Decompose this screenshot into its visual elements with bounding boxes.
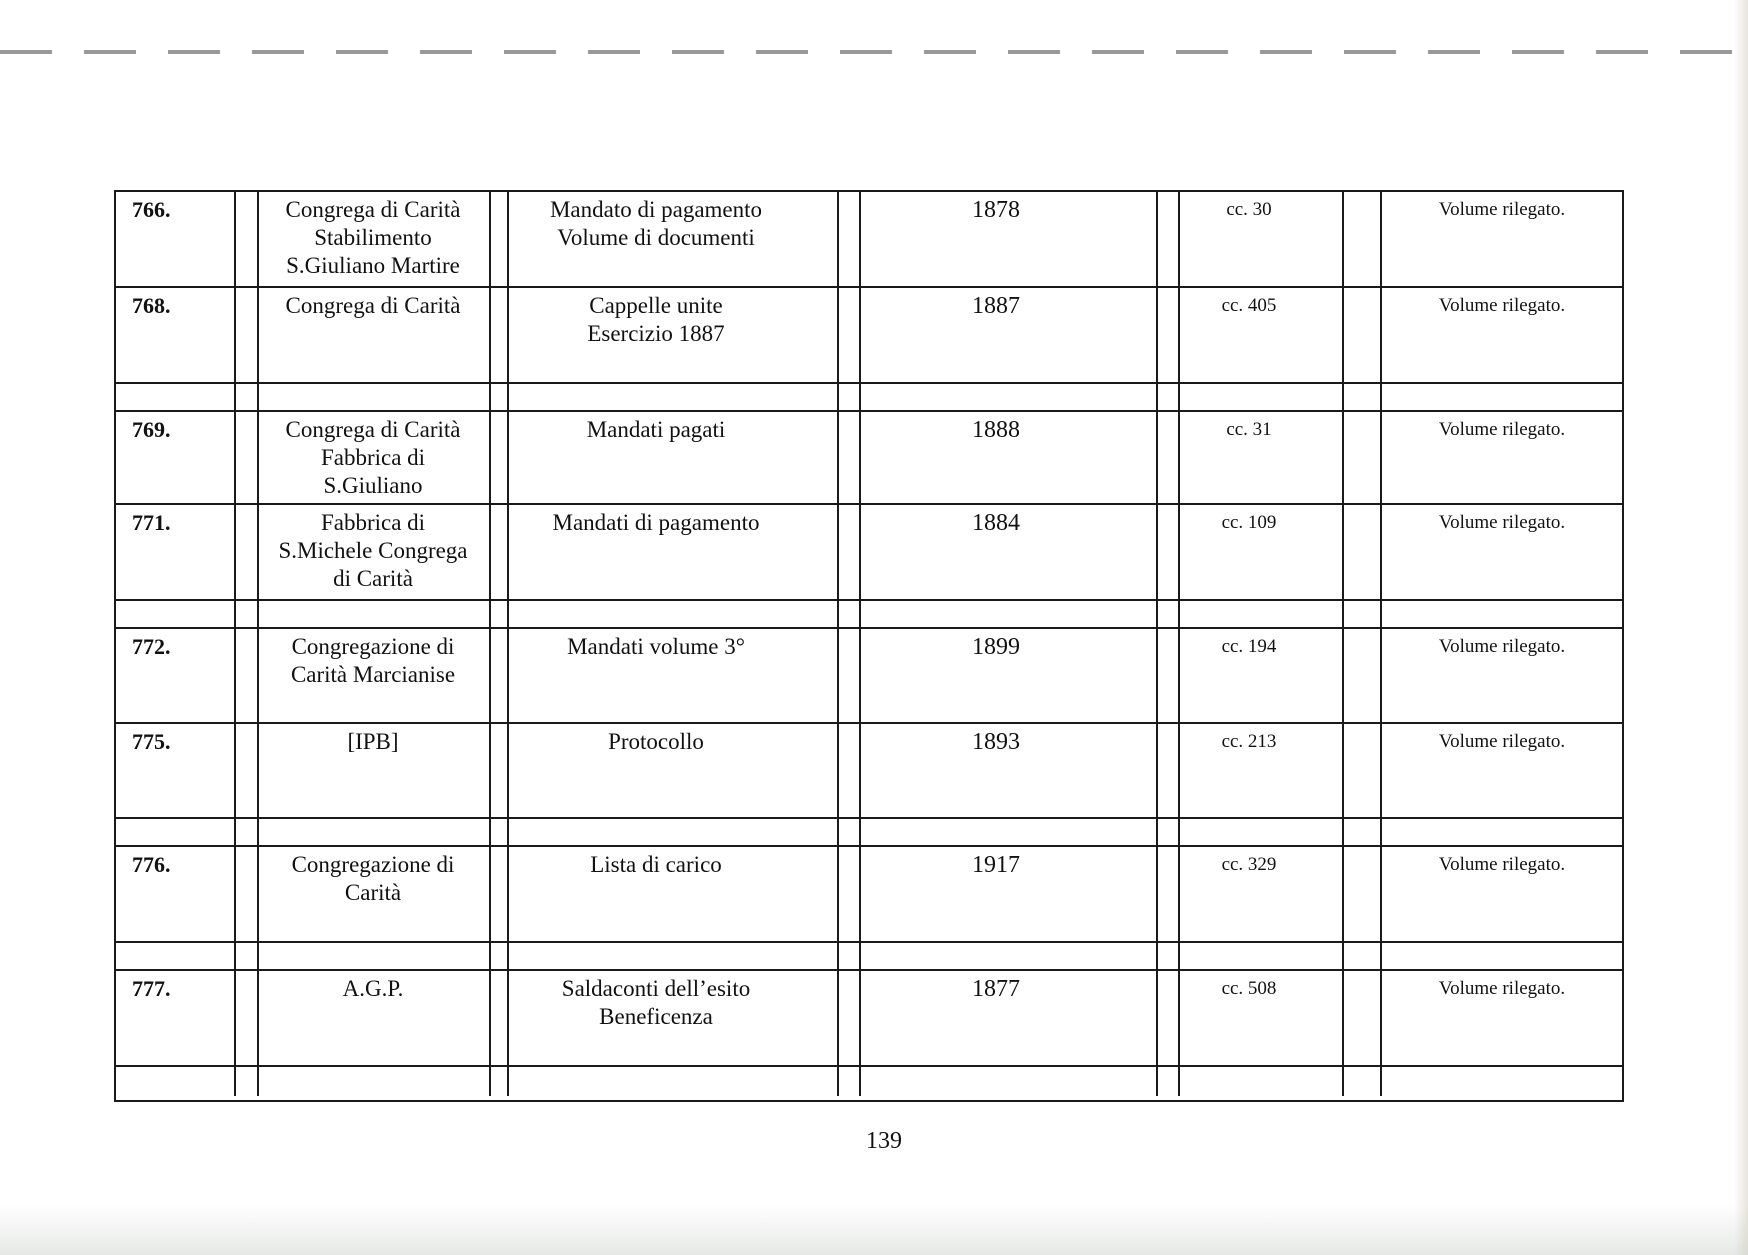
entry-pages: cc. 194 bbox=[1221, 636, 1277, 657]
entry-notes: Volume rilegato. bbox=[1438, 419, 1566, 440]
entry-year: 1899 bbox=[972, 634, 1020, 660]
column-divider bbox=[1156, 384, 1158, 410]
entry-year: 1878 bbox=[972, 197, 1020, 223]
column-divider bbox=[507, 943, 509, 969]
column-divider bbox=[257, 943, 259, 969]
column-divider bbox=[507, 192, 509, 286]
column-divider bbox=[1342, 819, 1344, 845]
column-divider bbox=[257, 1067, 259, 1096]
entry-year: 1877 bbox=[972, 976, 1020, 1002]
column-divider bbox=[1156, 629, 1158, 722]
entry-pages: cc. 31 bbox=[1226, 419, 1272, 440]
entry-notes: Volume rilegato. bbox=[1438, 512, 1566, 533]
column-divider bbox=[489, 288, 491, 382]
table-row bbox=[116, 412, 1622, 505]
column-divider bbox=[507, 724, 509, 817]
entry-pages: cc. 109 bbox=[1221, 512, 1277, 533]
entry-number: 766. bbox=[132, 197, 171, 222]
column-divider bbox=[489, 971, 491, 1065]
column-divider bbox=[507, 1067, 509, 1096]
blank-separator-row bbox=[116, 943, 1622, 971]
page-number: 139 bbox=[866, 1128, 902, 1154]
column-divider bbox=[1178, 505, 1180, 599]
column-divider bbox=[1342, 288, 1344, 382]
column-divider bbox=[489, 629, 491, 722]
entry-number: 775. bbox=[132, 729, 171, 754]
column-divider bbox=[1156, 412, 1158, 503]
column-divider bbox=[257, 601, 259, 627]
column-divider bbox=[507, 629, 509, 722]
entry-year: 1893 bbox=[972, 729, 1020, 755]
column-divider bbox=[1178, 192, 1180, 286]
entry-notes: Volume rilegato. bbox=[1438, 854, 1566, 875]
entry-pages: cc. 508 bbox=[1221, 978, 1277, 999]
column-divider bbox=[489, 601, 491, 627]
column-divider bbox=[507, 601, 509, 627]
column-divider bbox=[234, 724, 236, 817]
entry-year: 1917 bbox=[972, 852, 1020, 878]
entry-pages: cc. 329 bbox=[1221, 854, 1277, 875]
column-divider bbox=[1178, 724, 1180, 817]
column-divider bbox=[1178, 412, 1180, 503]
column-divider bbox=[234, 819, 236, 845]
column-divider bbox=[1156, 943, 1158, 969]
entry-subject: Mandati di pagamento bbox=[552, 510, 760, 535]
entry-institution: A.G.P. bbox=[342, 976, 404, 1001]
column-divider bbox=[1342, 384, 1344, 410]
column-divider bbox=[837, 1067, 839, 1096]
column-divider bbox=[859, 601, 861, 627]
column-divider bbox=[257, 971, 259, 1065]
entry-pages: cc. 405 bbox=[1221, 295, 1277, 316]
column-divider bbox=[489, 192, 491, 286]
column-divider bbox=[234, 1067, 236, 1096]
column-divider bbox=[234, 601, 236, 627]
column-divider bbox=[1178, 943, 1180, 969]
column-divider bbox=[1156, 288, 1158, 382]
column-divider bbox=[1156, 601, 1158, 627]
entry-number: 769. bbox=[132, 417, 171, 442]
column-divider bbox=[1156, 819, 1158, 845]
entry-notes: Volume rilegato. bbox=[1438, 636, 1566, 657]
entry-institution: [IPB] bbox=[347, 729, 399, 754]
column-divider bbox=[257, 505, 259, 599]
scan-bottom-shadow bbox=[0, 1205, 1748, 1255]
blank-separator-row bbox=[116, 819, 1622, 847]
column-divider bbox=[489, 412, 491, 503]
column-divider bbox=[837, 629, 839, 722]
column-divider bbox=[1156, 1067, 1158, 1096]
table-rows bbox=[116, 192, 1622, 1100]
column-divider bbox=[1342, 505, 1344, 599]
column-divider bbox=[489, 847, 491, 941]
table-row bbox=[116, 724, 1622, 819]
column-divider bbox=[859, 819, 861, 845]
column-divider bbox=[1380, 601, 1382, 627]
column-divider bbox=[257, 412, 259, 503]
entry-subject: Cappelle unite Esercizio 1887 bbox=[587, 293, 725, 346]
column-divider bbox=[257, 384, 259, 410]
entry-subject: Mandati pagati bbox=[586, 417, 726, 442]
column-divider bbox=[1178, 384, 1180, 410]
entry-notes: Volume rilegato. bbox=[1438, 731, 1566, 752]
column-divider bbox=[1342, 971, 1344, 1065]
column-divider bbox=[234, 847, 236, 941]
column-divider bbox=[1178, 601, 1180, 627]
scan-edge-shadow bbox=[1734, 0, 1748, 1255]
column-divider bbox=[837, 412, 839, 503]
column-divider bbox=[1156, 847, 1158, 941]
column-divider bbox=[507, 819, 509, 845]
blank-separator-row bbox=[116, 384, 1622, 412]
column-divider bbox=[507, 505, 509, 599]
scan-dashed-line bbox=[0, 50, 1748, 54]
blank-separator-row bbox=[116, 601, 1622, 629]
entry-notes: Volume rilegato. bbox=[1438, 978, 1566, 999]
table-row bbox=[116, 192, 1622, 288]
column-divider bbox=[507, 384, 509, 410]
column-divider bbox=[234, 505, 236, 599]
entry-institution: Congrega di Carità Stabilimento S.Giuliano Martire bbox=[285, 197, 461, 278]
column-divider bbox=[1380, 1067, 1382, 1096]
column-divider bbox=[234, 412, 236, 503]
column-divider bbox=[1380, 819, 1382, 845]
entry-pages: cc. 30 bbox=[1226, 199, 1272, 220]
blank-separator-row bbox=[116, 1067, 1622, 1096]
column-divider bbox=[507, 412, 509, 503]
column-divider bbox=[837, 819, 839, 845]
entry-number: 768. bbox=[132, 293, 171, 318]
column-divider bbox=[234, 629, 236, 722]
column-divider bbox=[257, 847, 259, 941]
entry-year: 1884 bbox=[972, 510, 1020, 536]
column-divider bbox=[837, 724, 839, 817]
column-divider bbox=[489, 505, 491, 599]
entry-institution: Congrega di Carità bbox=[285, 293, 461, 318]
column-divider bbox=[234, 192, 236, 286]
column-divider bbox=[257, 629, 259, 722]
column-divider bbox=[1178, 819, 1180, 845]
column-divider bbox=[1342, 412, 1344, 503]
column-divider bbox=[1156, 192, 1158, 286]
table-row bbox=[116, 288, 1622, 384]
column-divider bbox=[837, 943, 839, 969]
entry-year: 1888 bbox=[972, 417, 1020, 443]
column-divider bbox=[1342, 192, 1344, 286]
entry-institution: Congregazione di Carità bbox=[291, 852, 455, 905]
column-divider bbox=[489, 1067, 491, 1096]
column-divider bbox=[1178, 288, 1180, 382]
column-divider bbox=[1178, 1067, 1180, 1096]
entry-subject: Mandato di pagamento Volume di documenti bbox=[549, 197, 763, 250]
column-divider bbox=[1178, 847, 1180, 941]
column-divider bbox=[1342, 724, 1344, 817]
column-divider bbox=[234, 384, 236, 410]
column-divider bbox=[1156, 505, 1158, 599]
column-divider bbox=[837, 601, 839, 627]
entry-institution: Fabbrica di S.Michele Congrega di Carità bbox=[278, 510, 468, 591]
column-divider bbox=[489, 819, 491, 845]
entry-subject: Mandati volume 3° bbox=[567, 634, 745, 659]
column-divider bbox=[257, 288, 259, 382]
column-divider bbox=[489, 724, 491, 817]
column-divider bbox=[489, 384, 491, 410]
inventory-table bbox=[114, 190, 1624, 1102]
column-divider bbox=[837, 847, 839, 941]
column-divider bbox=[859, 943, 861, 969]
table-row bbox=[116, 505, 1622, 601]
entry-subject: Protocollo bbox=[608, 729, 704, 754]
column-divider bbox=[837, 192, 839, 286]
column-divider bbox=[507, 288, 509, 382]
entry-notes: Volume rilegato. bbox=[1438, 295, 1566, 316]
column-divider bbox=[234, 971, 236, 1065]
column-divider bbox=[859, 384, 861, 410]
table-row bbox=[116, 629, 1622, 724]
table-row bbox=[116, 971, 1622, 1067]
column-divider bbox=[489, 943, 491, 969]
entry-institution: Congregazione di Carità Marcianise bbox=[290, 634, 456, 687]
entry-subject: Lista di carico bbox=[590, 852, 722, 877]
column-divider bbox=[507, 971, 509, 1065]
column-divider bbox=[837, 288, 839, 382]
column-divider bbox=[234, 943, 236, 969]
column-divider bbox=[1380, 384, 1382, 410]
entry-number: 776. bbox=[132, 852, 171, 877]
column-divider bbox=[257, 192, 259, 286]
entry-number: 772. bbox=[132, 634, 171, 659]
column-divider bbox=[1156, 724, 1158, 817]
column-divider bbox=[1342, 943, 1344, 969]
entry-notes: Volume rilegato. bbox=[1438, 199, 1566, 220]
column-divider bbox=[234, 288, 236, 382]
entry-institution: Congrega di Carità Fabbrica di S.Giuliano bbox=[285, 417, 461, 498]
column-divider bbox=[837, 384, 839, 410]
column-divider bbox=[1342, 629, 1344, 722]
column-divider bbox=[1342, 601, 1344, 627]
column-divider bbox=[1178, 629, 1180, 722]
column-divider bbox=[1178, 971, 1180, 1065]
column-divider bbox=[507, 847, 509, 941]
column-divider bbox=[1342, 1067, 1344, 1096]
entry-year: 1887 bbox=[972, 293, 1020, 319]
column-divider bbox=[257, 724, 259, 817]
column-divider bbox=[1380, 943, 1382, 969]
entry-number: 777. bbox=[132, 976, 171, 1001]
table-row bbox=[116, 847, 1622, 943]
column-divider bbox=[837, 971, 839, 1065]
entry-number: 771. bbox=[132, 510, 171, 535]
column-divider bbox=[837, 505, 839, 599]
column-divider bbox=[1156, 971, 1158, 1065]
column-divider bbox=[257, 819, 259, 845]
column-divider bbox=[1342, 847, 1344, 941]
entry-subject: Saldaconti dell’esito Beneficenza bbox=[561, 976, 751, 1029]
column-divider bbox=[859, 1067, 861, 1096]
entry-pages: cc. 213 bbox=[1221, 731, 1277, 752]
